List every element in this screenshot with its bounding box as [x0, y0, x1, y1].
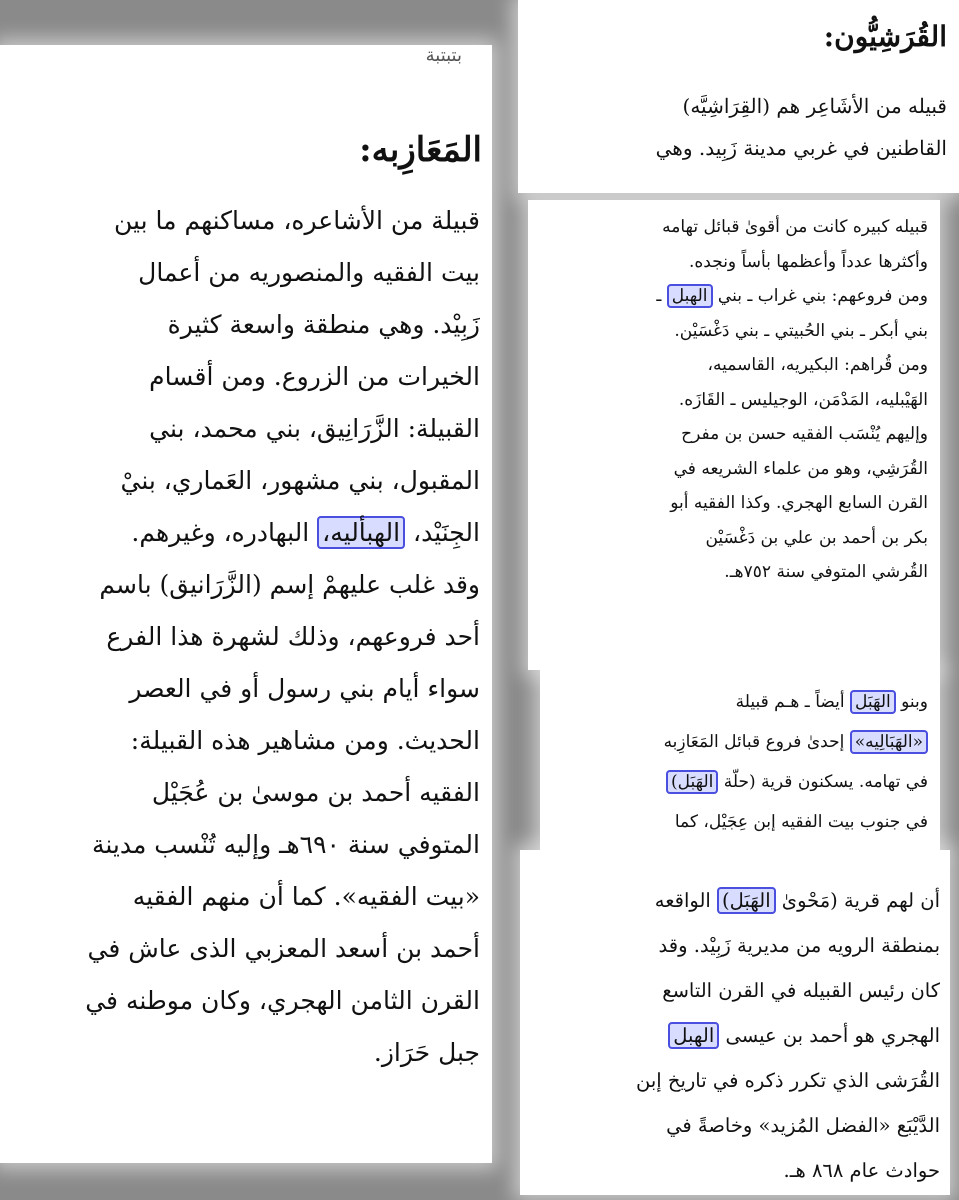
text-line — [10, 1027, 480, 1079]
text-line — [540, 521, 928, 556]
text-line — [10, 663, 480, 715]
section-title-maazibah: المَعَازِبه: — [359, 130, 482, 170]
text-line — [540, 314, 928, 349]
right-bottom-excerpt — [520, 850, 950, 1195]
text-line — [552, 762, 928, 802]
text-line — [540, 555, 928, 590]
text-segment: المقبول، بني مشهور، العَماري، بنيْ — [120, 466, 480, 495]
text-segment: وقد غلب عليهمْ إسم (الزَّرَانيق) باسم — [99, 570, 480, 599]
text-segment: قبيلة من الأشاعره، مساكنهم ما بين — [114, 206, 480, 235]
text-line — [10, 611, 480, 663]
text-segment: الحديث. ومن مشاهير هذه القبيلة: — [130, 726, 480, 755]
text-segment: بني أبكر ـ بني الحُبيتي ـ بني دَغْسَيْن. — [674, 320, 928, 341]
paragraph-qurashiyun-intro — [530, 85, 947, 169]
text-segment: حوادث عام ٨٦٨ هـ. — [783, 1159, 940, 1182]
text-segment: وإليهم يُنْسَب الفقيه حسن بن مفرح — [681, 424, 928, 444]
text-segment: القُرَشى الذي تكرر ذكره في تاريخ إبن — [635, 1069, 940, 1092]
text-segment: سواء أيام بني رسول أو في العصر — [129, 674, 480, 703]
right-middle-excerpt-1 — [528, 200, 940, 670]
text-segment: بكر بن أحمد بن علي بن دَغْسَيْن — [705, 527, 928, 548]
text-line — [10, 975, 480, 1027]
text-line — [530, 923, 940, 968]
highlighted-word: الهَبَل) — [666, 770, 718, 794]
text-line — [10, 195, 480, 247]
text-segment: ومن فروعهم: بني غراب ـ بني — [712, 286, 928, 306]
text-segment: وبنو — [895, 692, 928, 712]
text-line — [552, 722, 928, 762]
paragraph-habal-village — [530, 878, 940, 1193]
text-segment: البهادره، وغيرهم. — [131, 518, 318, 547]
text-segment: بمنطقة الرويه من مديرية زَبِيْد. وقد — [658, 934, 940, 957]
text-line — [10, 819, 480, 871]
text-line — [10, 299, 480, 351]
text-segment: الهَيْبليه، المَدْمَن، الوجيليس ـ القَازَه. — [678, 389, 928, 410]
text-segment: إحدىٰ فروع قبائل المَعَازِبه — [663, 732, 850, 752]
text-segment: أن لهم قرية (مَحْوىٰ — [775, 889, 940, 912]
text-line — [540, 417, 928, 452]
text-segment: الدَّيْبَع «الفضل المُزيد» وخاصةً في — [666, 1114, 940, 1137]
text-segment: كان رئيس القبيله في القرن التاسع — [662, 979, 940, 1002]
text-segment: وأكثرها عدداً وأعظمها بأساً ونجده. — [688, 251, 928, 272]
text-line — [10, 871, 480, 923]
text-line — [530, 85, 947, 127]
text-segment: الهجري هو أحمد بن عيسى — [719, 1024, 940, 1047]
text-segment: في تهامه. يسكنون قرية (حلّة — [718, 772, 928, 792]
text-line — [10, 247, 480, 299]
text-line — [552, 802, 928, 842]
text-line — [530, 1103, 940, 1148]
text-line — [10, 767, 480, 819]
text-segment: جبل حَرَاز. — [373, 1038, 480, 1067]
text-line — [10, 403, 480, 455]
highlighted-word: الهَبَل — [850, 690, 896, 714]
text-segment: القاطنين في غربي مدينة زَبِيد. وهي — [655, 136, 947, 160]
text-segment: القُرشي المتوفي سنة ٧٥٢هـ. — [724, 562, 928, 582]
paragraph-banu-habal — [552, 682, 928, 842]
text-line — [540, 348, 928, 383]
text-line — [530, 127, 947, 169]
paragraph-maazibah — [10, 195, 480, 1079]
text-segment: أحمد بن أسعد المعزبي الذى عاش في — [87, 934, 480, 963]
right-middle-excerpt-2 — [540, 670, 940, 850]
text-line — [540, 279, 928, 314]
text-line — [540, 383, 928, 418]
text-line — [10, 559, 480, 611]
text-line — [552, 682, 928, 722]
text-line — [10, 351, 480, 403]
text-segment: القبيلة: الزَّرَانِيق، بني محمد، بني — [149, 414, 480, 443]
text-segment: الفقيه أحمد بن موسىٰ بن عُجَيْل — [151, 778, 480, 807]
highlighted-word: الهبل — [667, 284, 713, 308]
section-title-qurashiyun: القُرَشِيُّون: — [823, 20, 947, 53]
text-segment: زَبِيْد. وهي منطقة واسعة كثيرة — [167, 310, 480, 339]
text-segment: القرن الثامن الهجري، وكان موطنه في — [85, 986, 480, 1015]
text-segment: أيضاً ـ هـم قبيلة — [735, 692, 850, 712]
text-segment: بيت الفقيه والمنصوريه من أعمال — [138, 258, 480, 287]
text-line — [540, 210, 928, 245]
text-line — [530, 878, 940, 923]
text-segment: المتوفي سنة ٦٩٠هـ وإليه تُنْسب مدينة — [91, 830, 480, 859]
text-line — [10, 455, 480, 507]
text-line — [540, 486, 928, 521]
text-line — [540, 452, 928, 487]
text-segment: «بيت الفقيه». كما أن منهم الفقيه — [132, 882, 480, 911]
highlighted-word: الهبأليه، — [317, 516, 405, 549]
text-segment: القُرَشِي، وهو من علماء الشريعه في — [673, 458, 928, 479]
highlighted-word: «الهَبَالِيه» — [850, 730, 928, 754]
text-segment: الواقعه — [654, 889, 717, 912]
text-line — [530, 1013, 940, 1058]
text-segment: ـ — [656, 286, 667, 306]
text-segment: قبيله من الأشَاعِر هم (القِرَاشِيَّه) — [682, 94, 947, 118]
page-top-fragment: ﺑﺘﺒﺘﺒﺔ — [425, 45, 462, 66]
text-segment: الجِنَيْد، — [405, 518, 480, 547]
text-segment: في جنوب بيت الفقيه إبن عِجَيْل، كما — [674, 812, 928, 832]
text-segment: أحد فروعهم، وذلك لشهرة هذا الفرع — [106, 622, 480, 651]
paragraph-qurashiyun-details — [540, 210, 928, 590]
highlighted-word: الهبل — [668, 1022, 719, 1049]
text-segment: القرن السابع الهجري. وكذا الفقيه أبو — [670, 493, 928, 513]
highlighted-word: الهَبَل) — [717, 887, 776, 914]
text-line — [530, 1058, 940, 1103]
text-segment: ومن قُراهم: البكيريه، القاسميه، — [707, 355, 928, 375]
left-book-page — [0, 45, 492, 1163]
text-line — [530, 1148, 940, 1193]
text-line — [10, 715, 480, 767]
text-line — [10, 507, 480, 559]
text-segment: الخيرات من الزروع. ومن أقسام — [149, 362, 480, 391]
text-line — [10, 923, 480, 975]
right-top-excerpt — [518, 0, 959, 193]
text-segment: قبيله كبيره كانت من أقوىٰ قبائل تهامه — [662, 217, 928, 237]
text-line — [530, 968, 940, 1013]
text-line — [540, 245, 928, 280]
